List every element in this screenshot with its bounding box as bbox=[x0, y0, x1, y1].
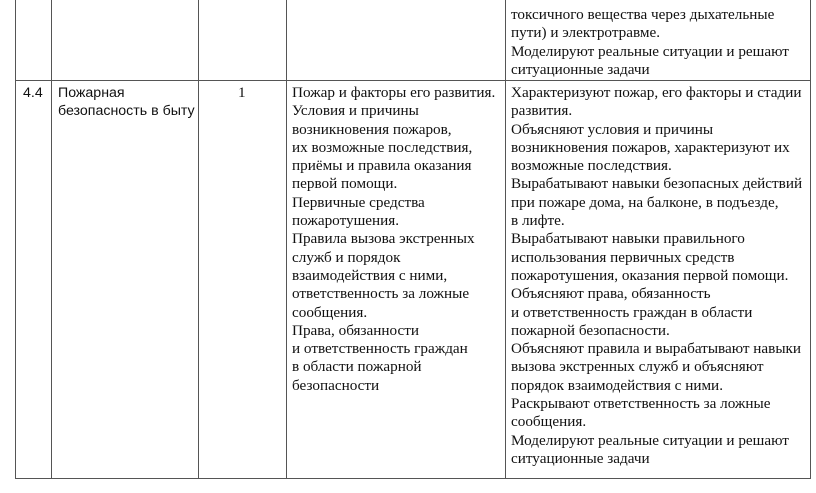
content-line: ответственность за ложные bbox=[292, 285, 470, 303]
activity-line: развития. bbox=[511, 102, 573, 120]
activity-line: и ответственность граждан в области bbox=[511, 303, 753, 321]
activity-line: вызова экстренных служб и объясняют bbox=[511, 358, 764, 376]
content-line: Правила вызова экстренных bbox=[292, 230, 475, 248]
activity-line: порядок взаимодействия с ними. bbox=[511, 376, 723, 394]
activity-line: Вырабатывают навыки правильного bbox=[511, 230, 745, 248]
content-line: Права, обязанности bbox=[292, 321, 420, 339]
column-divider-1 bbox=[51, 0, 52, 479]
content-line: Условия и причины bbox=[292, 102, 419, 120]
column-divider-3 bbox=[286, 0, 287, 479]
table-border-right bbox=[810, 0, 811, 479]
content-line: в области пожарной bbox=[292, 358, 422, 376]
continued-activities-cell bbox=[511, 6, 789, 79]
activity-line: Вырабатывают навыки безопасных действий bbox=[511, 175, 803, 193]
content-line: их возможные последствия, bbox=[292, 138, 473, 156]
activity-line: ситуационные задачи bbox=[511, 449, 650, 467]
content-cell bbox=[292, 84, 495, 395]
continued-activity-line: Моделируют реальные ситуации и решают bbox=[511, 42, 789, 60]
content-line: сообщения. bbox=[292, 303, 368, 321]
content-line: служб и порядок bbox=[292, 248, 401, 266]
activity-line: сообщения. bbox=[511, 413, 587, 431]
row-divider bbox=[15, 80, 811, 81]
row-number: 4.4 bbox=[23, 85, 43, 101]
activity-line: возможные последствия. bbox=[511, 157, 672, 175]
column-divider-4 bbox=[505, 0, 506, 479]
hours-cell: 1 bbox=[238, 84, 246, 101]
continued-activity-line: пути) и электротравме. bbox=[511, 24, 661, 42]
continued-activity-line: токсичного вещества через дыхательные bbox=[511, 6, 775, 23]
activities-cell bbox=[511, 84, 802, 468]
column-divider-2 bbox=[198, 0, 199, 479]
continued-activity-line: ситуационные задачи bbox=[511, 60, 650, 78]
content-line: и ответственность граждан bbox=[292, 340, 468, 358]
topic-cell bbox=[58, 84, 195, 121]
topic-line: безопасность в быту bbox=[58, 103, 195, 120]
activity-line: в лифте. bbox=[511, 212, 565, 230]
content-line: Пожар и факторы его развития. bbox=[292, 84, 496, 101]
activity-line: Моделируют реальные ситуации и решают bbox=[511, 431, 789, 449]
content-line: пожаротушения. bbox=[292, 212, 400, 230]
content-line: взаимодействия с ними, bbox=[292, 266, 448, 284]
topic-line: Пожарная bbox=[58, 85, 125, 101]
activity-line: Объясняют условия и причины bbox=[511, 120, 714, 138]
content-line: Первичные средства bbox=[292, 193, 425, 211]
activity-line: пожаротушения, оказания первой помощи. bbox=[511, 266, 789, 284]
activity-line: Объясняют правила и вырабатывают навыки bbox=[511, 340, 802, 358]
content-line: безопасности bbox=[292, 376, 380, 394]
activity-line: возникновения пожаров, характеризуют их bbox=[511, 138, 790, 156]
content-line: первой помощи. bbox=[292, 175, 398, 193]
activity-line: Характеризуют пожар, его факторы и стадии bbox=[511, 84, 802, 101]
table-border-bottom bbox=[15, 478, 811, 479]
activity-line: Объясняют права, обязанность bbox=[511, 285, 711, 303]
content-line: приёмы и правила оказания bbox=[292, 157, 472, 175]
activity-line: использования первичных средств bbox=[511, 248, 735, 266]
activity-line: Раскрывают ответственность за ложные bbox=[511, 395, 771, 413]
content-line: возникновения пожаров, bbox=[292, 120, 452, 138]
table-border-left bbox=[15, 0, 16, 479]
activity-line: при пожаре дома, на балконе, в подъезде, bbox=[511, 193, 779, 211]
activity-line: пожарной безопасности. bbox=[511, 321, 670, 339]
